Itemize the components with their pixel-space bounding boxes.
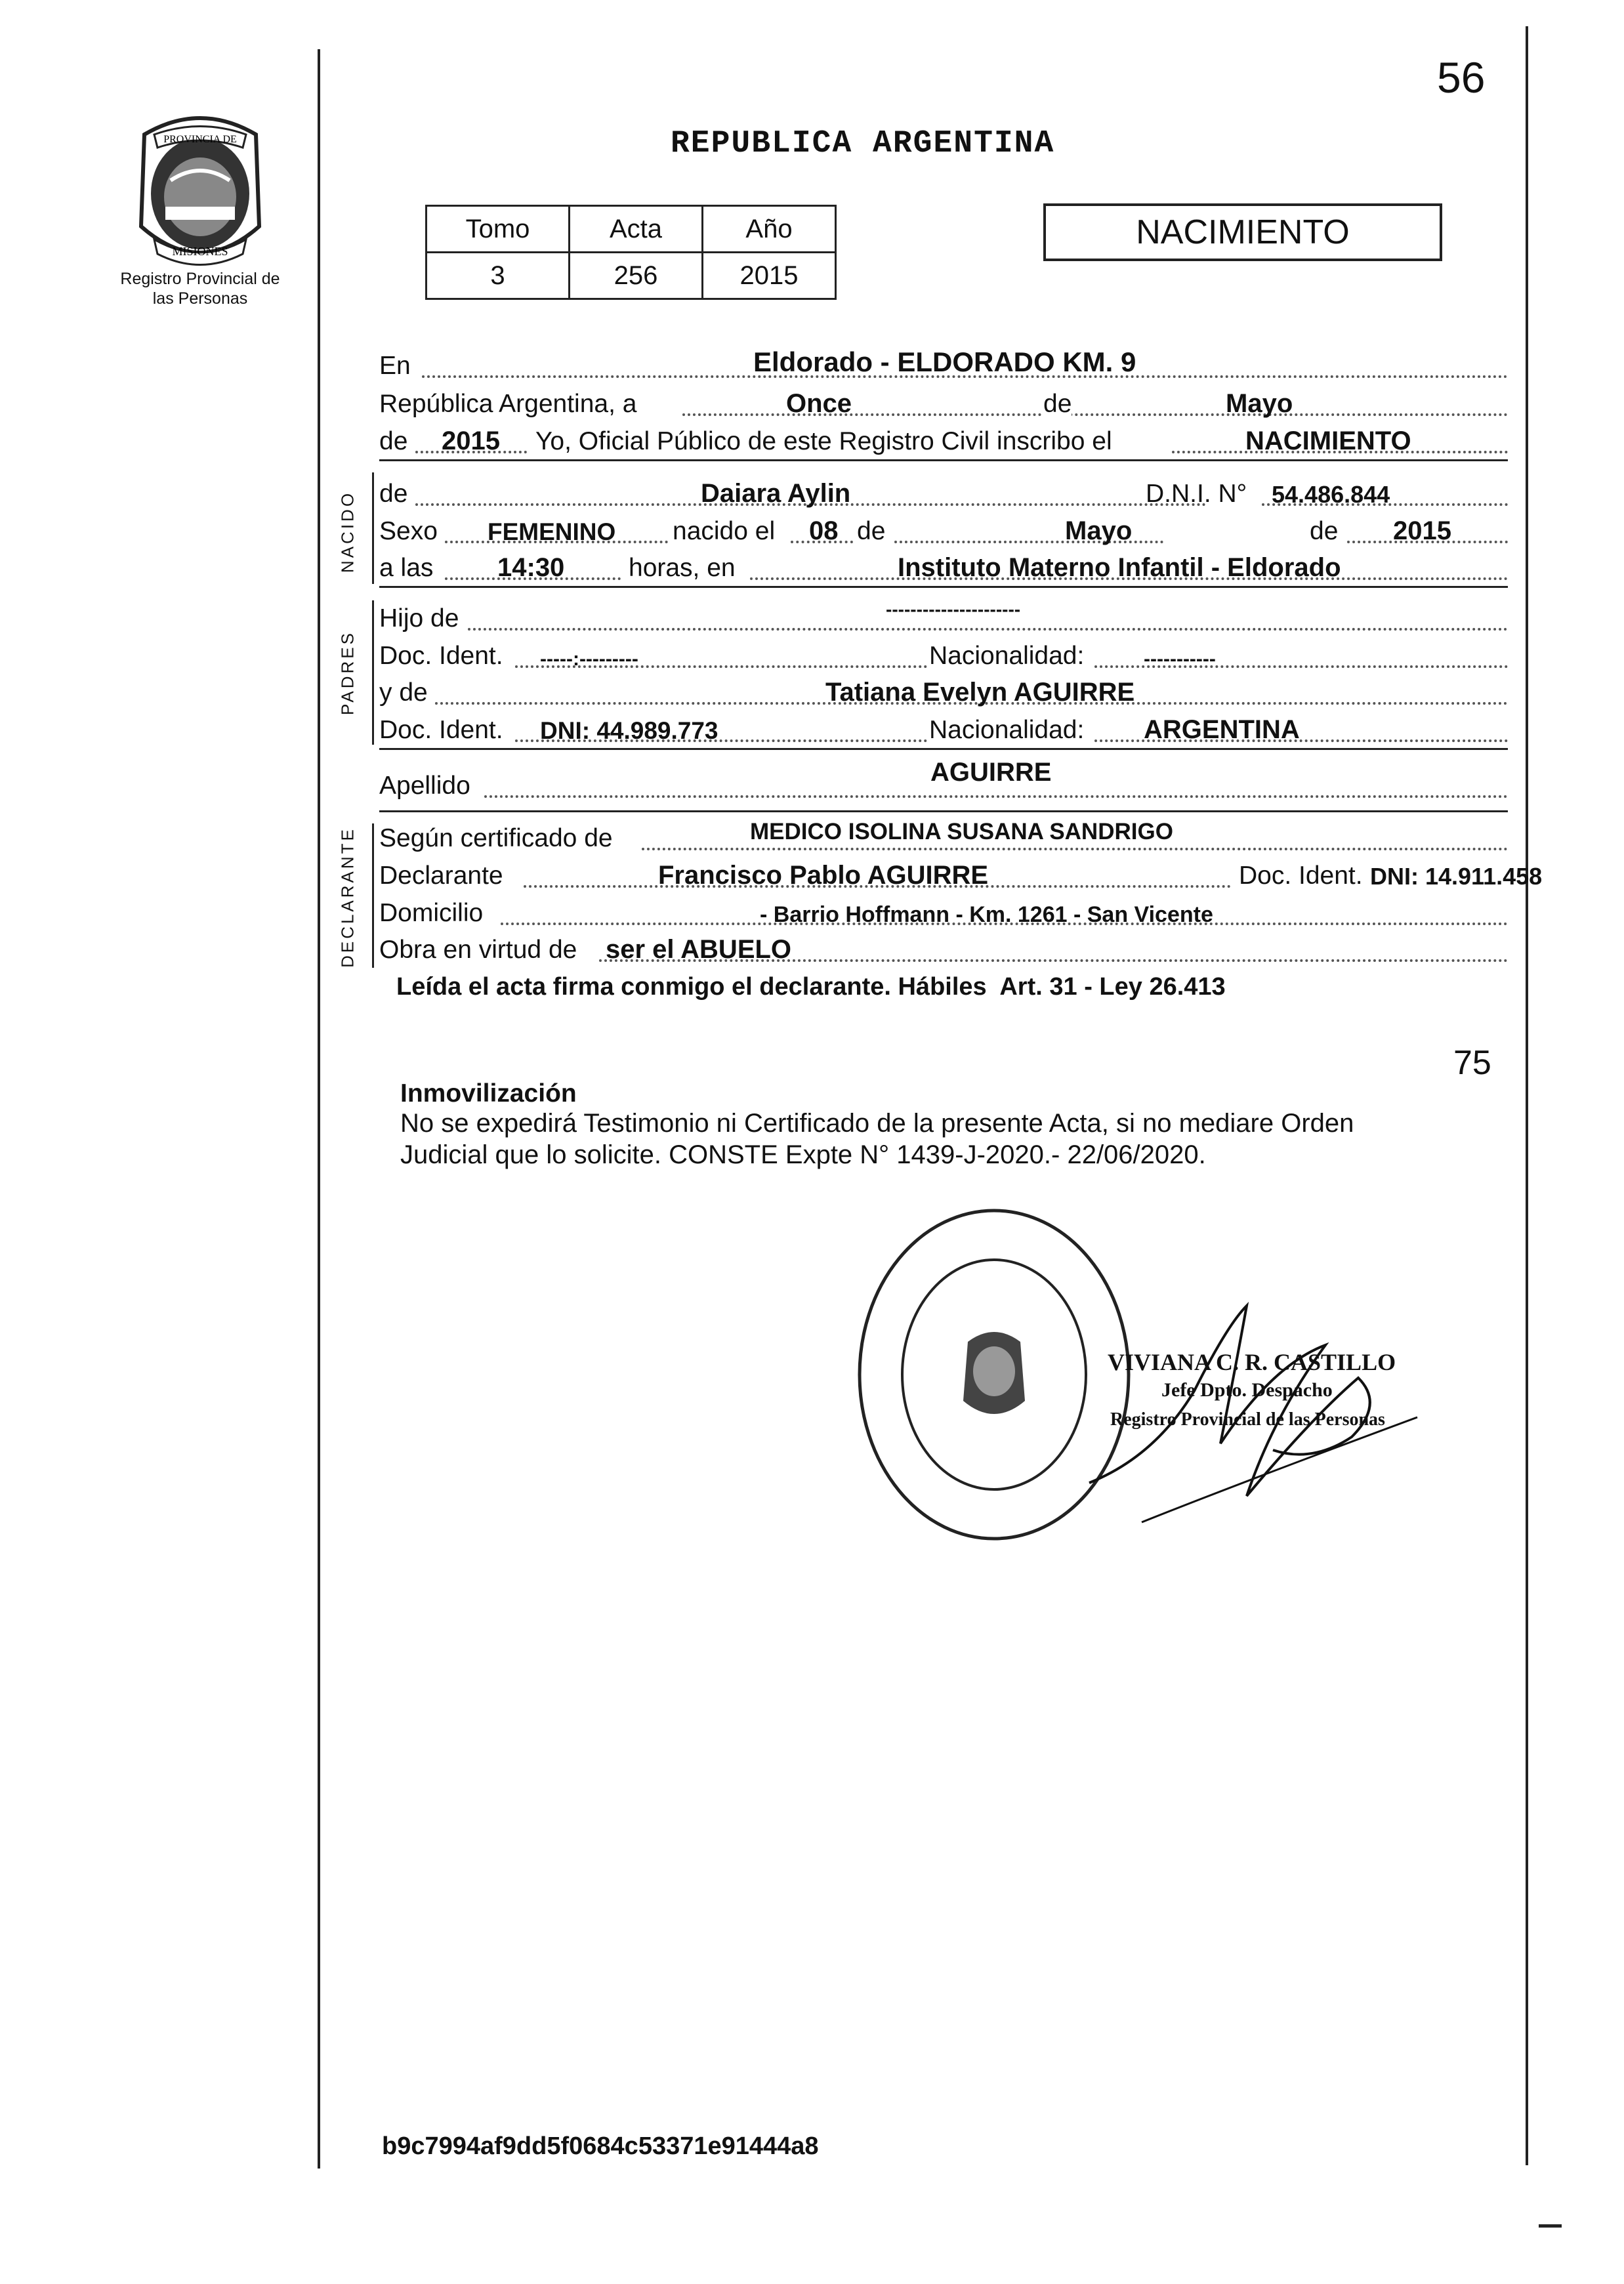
right-margin-line [1526,26,1528,2165]
table-value-acta: 256 [570,253,703,299]
padres-section-label: PADRES [337,631,358,715]
time-value: 14:30 [497,553,565,582]
row-time [379,550,1508,589]
second-number: 75 [1453,1044,1491,1082]
signatory-name: VIVIANA C. R. CASTILLO [1108,1349,1396,1375]
doc-label-2: Doc. Ident. [379,716,503,744]
de-label: de [1043,390,1072,418]
mother-nat-value: ARGENTINA [1144,715,1300,744]
immobilization-heading: Inmovilización [400,1079,577,1108]
immobilization-line-2: Judicial que lo solicite. CONSTE Expte N° 1439-J-2020.- 22/06/2020. [400,1140,1206,1169]
obra-label: Obra en virtud de [379,936,577,964]
alas-label: a las [379,554,434,582]
signatory-office: Registro Provincial de las Personas [1110,1409,1385,1430]
row-father-doc [379,638,1508,677]
domicilio-label: Domicilio [379,899,484,927]
doc-label-3: Doc. Ident. [1239,862,1363,890]
table-value-tomo: 3 [427,253,570,299]
cert-label: Según certificado de [379,824,613,852]
page-number: 56 [1437,53,1486,102]
birth-year-value: 2015 [1393,516,1451,545]
sexo-value: FEMENINO [488,518,616,545]
row-obra [379,932,1508,971]
svg-text:PROVINCIA DE: PROVINCIA DE [163,134,237,145]
scan-mark [1539,2224,1562,2228]
table-header-anio: Año [703,206,836,253]
yde-label: y de [379,678,428,707]
padres-bar [372,600,374,745]
nacido-bar [372,472,374,584]
registry-logo [125,108,276,276]
row-sex [379,513,1508,552]
row-place [379,348,1508,387]
father-name-value: ---------------------- [886,599,1021,619]
divider-2 [379,586,1508,588]
de-label-4: de [857,517,886,545]
doc-label: Doc. Ident. [379,642,503,670]
day-value: Once [786,389,852,418]
row-mother [379,675,1508,714]
table-header-tomo: Tomo [427,206,570,253]
nacionalidad-label-2: Nacionalidad: [929,716,1085,744]
birth-place-value: Instituto Materno Infantil - Eldorado [898,553,1341,582]
officer-text: Yo, Oficial Público de este Registro Civil inscribo el [535,427,1112,455]
row-domicile [379,895,1508,934]
horas-label: horas, en [629,554,736,582]
apellido-label: Apellido [379,772,470,800]
dni-label: D.N.I. N° [1146,480,1247,508]
closing-text: Leída el acta firma conmigo el declarante. Hábiles Art. 31 - Ley 26.413 [396,973,1226,1001]
row-cert [379,820,1508,860]
row-year [379,423,1508,463]
divider-4 [379,810,1508,812]
record-kind-box: NACIMIENTO [1043,203,1442,261]
divider-1 [379,459,1508,461]
left-margin-line [318,49,320,2169]
de-label-2: de [379,427,408,455]
signatory-role: Jefe Dpto. Despacho [1161,1379,1333,1401]
obra-value: ser el ABUELO [606,935,792,964]
row-mother-doc [379,712,1508,751]
father-nat-value: ----------- [1144,648,1216,670]
divider-3 [379,748,1508,750]
mother-name-value: Tatiana Evelyn AGUIRRE [825,678,1135,707]
row-father [379,600,1508,640]
row-date [379,386,1508,425]
birth-month-value: Mayo [1065,516,1133,545]
cert-value: MEDICO ISOLINA SUSANA SANDRIGO [750,819,1173,844]
de-label-3: de [379,480,408,508]
svg-text:MISIONES: MISIONES [172,245,228,258]
declarante-label: Declarante [379,862,503,890]
row-name [379,476,1508,515]
immobilization-line-1: No se expedirá Testimonio ni Certificado de la presente Acta, si no mediare Orden [400,1109,1354,1138]
month-value: Mayo [1226,389,1293,418]
de-label-5: de [1310,517,1339,545]
republica-label: República Argentina, a [379,390,637,418]
mother-doc-value: DNI: 44.989.773 [540,717,718,744]
apellido-value: AGUIRRE [930,758,1052,787]
signature [1076,1286,1444,1548]
document-hash: b9c7994af9dd5f0684c53371e91444a8 [382,2132,819,2160]
declarante-section-label: DECLARANTE [337,827,358,968]
place-value: Eldorado - ELDORADO KM. 9 [753,346,1136,377]
nacido-label: nacido el [673,517,776,545]
declarant-name-value: Francisco Pablo AGUIRRE [658,861,989,890]
nacido-section-label: NACIDO [337,490,358,573]
en-label: En [379,352,411,380]
table-header-acta: Acta [570,206,703,253]
birth-day-value: 08 [809,516,839,545]
dni-value: 54.486.844 [1272,481,1390,508]
document-title: REPUBLICA ARGENTINA [671,126,1055,161]
declarant-doc-value: DNI: 14.911.458 [1370,863,1543,890]
act-type-value: NACIMIENTO [1245,426,1411,455]
row-apellido [379,758,1508,807]
registry-name: Registro Provincial de las Personas [120,270,280,308]
record-table [425,205,837,300]
year-value: 2015 [442,426,500,455]
father-doc-value: -----:--------- [540,648,638,670]
hijo-label: Hijo de [379,604,459,633]
table-value-anio: 2015 [703,253,836,299]
row-declarant [379,858,1543,897]
name-value: Daiara Aylin [701,479,851,508]
nacionalidad-label: Nacionalidad: [929,642,1085,670]
declarante-bar [372,823,374,968]
sexo-label: Sexo [379,517,438,545]
domicile-value: - Barrio Hoffmann - Km. 1261 - San Vicente [760,902,1213,927]
